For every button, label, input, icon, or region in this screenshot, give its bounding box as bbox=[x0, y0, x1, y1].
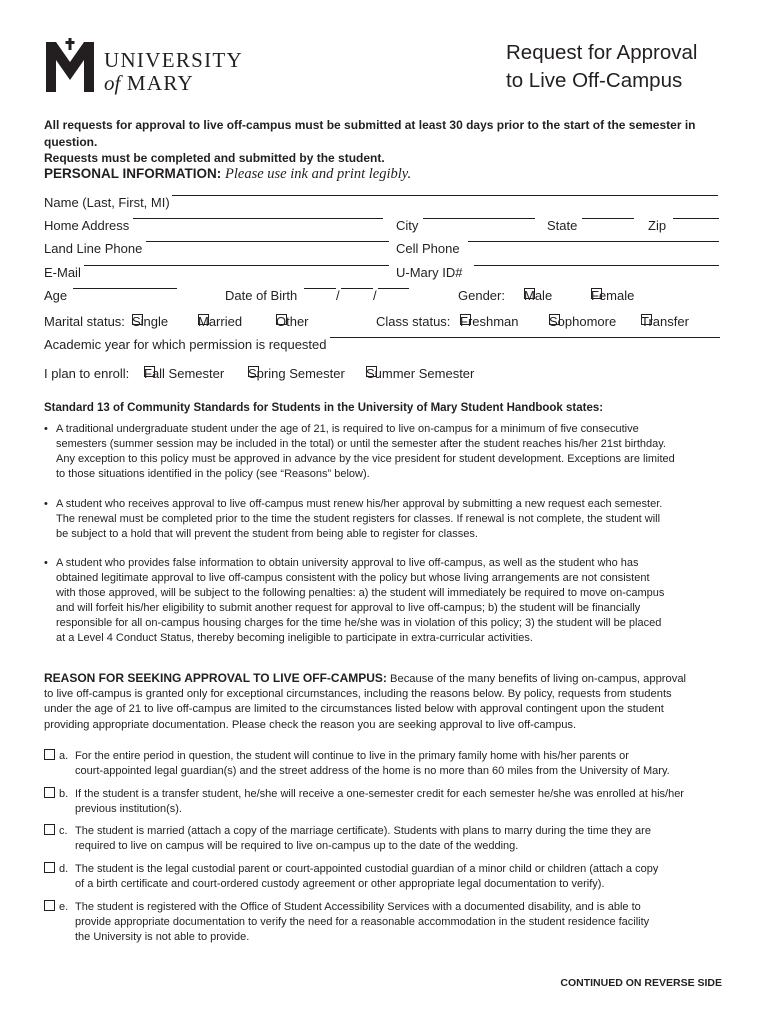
married-option[interactable]: Married bbox=[198, 314, 243, 329]
reason-b-checkbox[interactable] bbox=[44, 787, 55, 798]
reason-option-e: e. The student is registered with the Office of Student Accessibility Services with a documented disability, and is able to provide appropriate documentation to verify the need for a reasonable accommodation in the student residence facility the University is not able to provide. bbox=[44, 900, 734, 945]
age-row: Age Date of Birth / / Gender: Male Female bbox=[44, 288, 635, 303]
name-row: Name (Last, First, MI) bbox=[44, 195, 724, 213]
personal-info-heading: PERSONAL INFORMATION: Please use ink and print legibly. bbox=[44, 166, 412, 182]
sophomore-checkbox[interactable] bbox=[549, 314, 560, 325]
email-field[interactable] bbox=[84, 265, 389, 266]
umary-id-field[interactable] bbox=[474, 265, 719, 266]
fall-checkbox[interactable] bbox=[144, 366, 155, 377]
dob-month-field[interactable] bbox=[304, 288, 336, 289]
reason-option-c: c. The student is married (attach a copy of the marriage certificate). Students with plans to marry during the time they are required to live on campus will be required to live on-campus up to the date of the wedding. bbox=[44, 824, 734, 854]
logo-university-text: UNIVERSITY bbox=[104, 48, 243, 72]
age-field[interactable] bbox=[73, 288, 177, 289]
male-checkbox[interactable] bbox=[524, 288, 535, 299]
other-checkbox[interactable] bbox=[276, 314, 287, 325]
transfer-checkbox[interactable] bbox=[641, 314, 652, 325]
reason-heading: REASON FOR SEEKING APPROVAL TO LIVE OFF-CAMPUS: bbox=[44, 671, 387, 685]
freshman-option[interactable]: Freshman bbox=[460, 314, 519, 329]
married-checkbox[interactable] bbox=[198, 314, 209, 325]
single-checkbox[interactable] bbox=[132, 314, 143, 325]
fall-option[interactable]: Fall Semester bbox=[144, 366, 225, 381]
academic-year-field[interactable] bbox=[330, 337, 720, 338]
other-option[interactable]: Other bbox=[276, 314, 309, 329]
transfer-option[interactable]: Transfer bbox=[641, 314, 689, 329]
spring-checkbox[interactable] bbox=[248, 366, 259, 377]
dob-day-field[interactable] bbox=[341, 288, 373, 289]
reason-option-a: a. For the entire period in question, the student will continue to live in the primary family home with his/her parents or court-appointed legal guardian(s) and the street address of the home is no more than 60 miles from the University of Mary. bbox=[44, 749, 734, 779]
address-row: Home Address City State Zip bbox=[44, 218, 724, 236]
academic-year-row: Academic year for which permission is requested bbox=[44, 337, 724, 355]
dob-year-field[interactable] bbox=[378, 288, 409, 289]
phone-row: Land Line Phone Cell Phone bbox=[44, 241, 724, 259]
state-field[interactable] bbox=[582, 218, 634, 219]
single-option[interactable]: Single bbox=[132, 314, 169, 329]
university-logo bbox=[44, 36, 244, 96]
form-title: Request for Approval to Live Off-Campus bbox=[506, 41, 698, 92]
policy-bullet-2: • A student who receives approval to live off-campus must renew his/her approval by submitting a new request each semester. The renewal must be completed prior to the time the student registers for classes. If renewal is not complete, the student will be subject to a hold that will prevent the student from being able to register for classes. bbox=[44, 498, 663, 540]
reason-section: REASON FOR SEEKING APPROVAL TO LIVE OFF-CAMPUS: Because of the many benefits of living on-campus, approval to live off-campus is granted only for exceptional circumstances, including the reasons below. By policy, requests from students under the age of 21 to live off-campus are limited to the circumstances listed below with approval contingent upon the student providing appropriate documentation. Please check the reason you are seeking approval to live off-campus. bbox=[44, 671, 687, 731]
female-checkbox[interactable] bbox=[591, 288, 602, 299]
name-field[interactable] bbox=[172, 195, 718, 196]
submission-notice: All requests for approval to live off-campus must be submitted at least 30 days prior to the start of the semester in question. Requests must be completed and submitted by the student. bbox=[44, 118, 696, 165]
enroll-row: I plan to enroll: Fall Semester Spring Semester Summer Semester bbox=[44, 366, 475, 381]
logo-of-mary-text: of MARY bbox=[104, 71, 194, 95]
zip-field[interactable] bbox=[673, 218, 719, 219]
status-row: Marital status: Single Married Other Class status: Freshman Sophomore Transfer bbox=[44, 314, 689, 329]
standard-13-heading: Standard 13 of Community Standards for Students in the University of Mary Student Handbook states: bbox=[44, 402, 604, 414]
freshman-checkbox[interactable] bbox=[460, 314, 471, 325]
reason-a-checkbox[interactable] bbox=[44, 749, 55, 760]
email-row: E-Mail U-Mary ID# bbox=[44, 265, 724, 283]
continued-notice: CONTINUED ON REVERSE SIDE bbox=[560, 977, 722, 989]
sophomore-option[interactable]: Sophomore bbox=[549, 314, 617, 329]
cell-phone-field[interactable] bbox=[468, 241, 719, 242]
spring-option[interactable]: Spring Semester bbox=[248, 366, 345, 381]
policy-bullet-1: • A traditional undergraduate student under the age of 21, is required to live on-campus for a minimum of five consecutive semesters (summer session may be included in the total) or until the semester after the student reaches his/her 21st birthday. Any exception to this policy must be approved in advance by the vice president for student development. Exceptions are limited to those situations identified in the policy (see “Reasons” below). bbox=[44, 423, 675, 480]
reason-option-b: b. If the student is a transfer student, he/she will receive a one-semester credit for each semester he/she was enrolled at his/her previous institution(s). bbox=[44, 787, 734, 817]
male-option[interactable]: Male bbox=[524, 288, 553, 303]
summer-checkbox[interactable] bbox=[366, 366, 377, 377]
reason-e-checkbox[interactable] bbox=[44, 900, 55, 911]
summer-option[interactable]: Summer Semester bbox=[366, 366, 475, 381]
city-field[interactable] bbox=[423, 218, 535, 219]
reason-option-d: d. The student is the legal custodial parent or court-appointed custodial guardian of a minor child or children (attach a copy of a birth certificate and court-ordered custody agreement or other appropriate legal documentation to verify). bbox=[44, 862, 734, 892]
home-address-field[interactable] bbox=[133, 218, 383, 219]
reason-d-checkbox[interactable] bbox=[44, 862, 55, 873]
mary-logo-icon bbox=[44, 38, 96, 94]
reason-c-checkbox[interactable] bbox=[44, 824, 55, 835]
land-line-field[interactable] bbox=[146, 241, 389, 242]
policy-bullet-3: • A student who provides false information to obtain university approval to live off-campus, as well as the student who has obtained legitimate approval to live off-campus consistent with the policy but whose living arrangements are not consistent with those approved, will be subject to the following penalties: a) the student will immediately be required to move on-campus and will forfeit his/her eligibility to submit another request for approval to live off-campus; b) the student will be financially responsible for all on-campus housing charges for the time he/she was in violation of this policy; 3) the student will be placed at a Level 4 Conduct Status, thereby becoming ineligible to participate in extra-curricular activities. bbox=[44, 557, 665, 644]
female-option[interactable]: Female bbox=[591, 288, 635, 303]
